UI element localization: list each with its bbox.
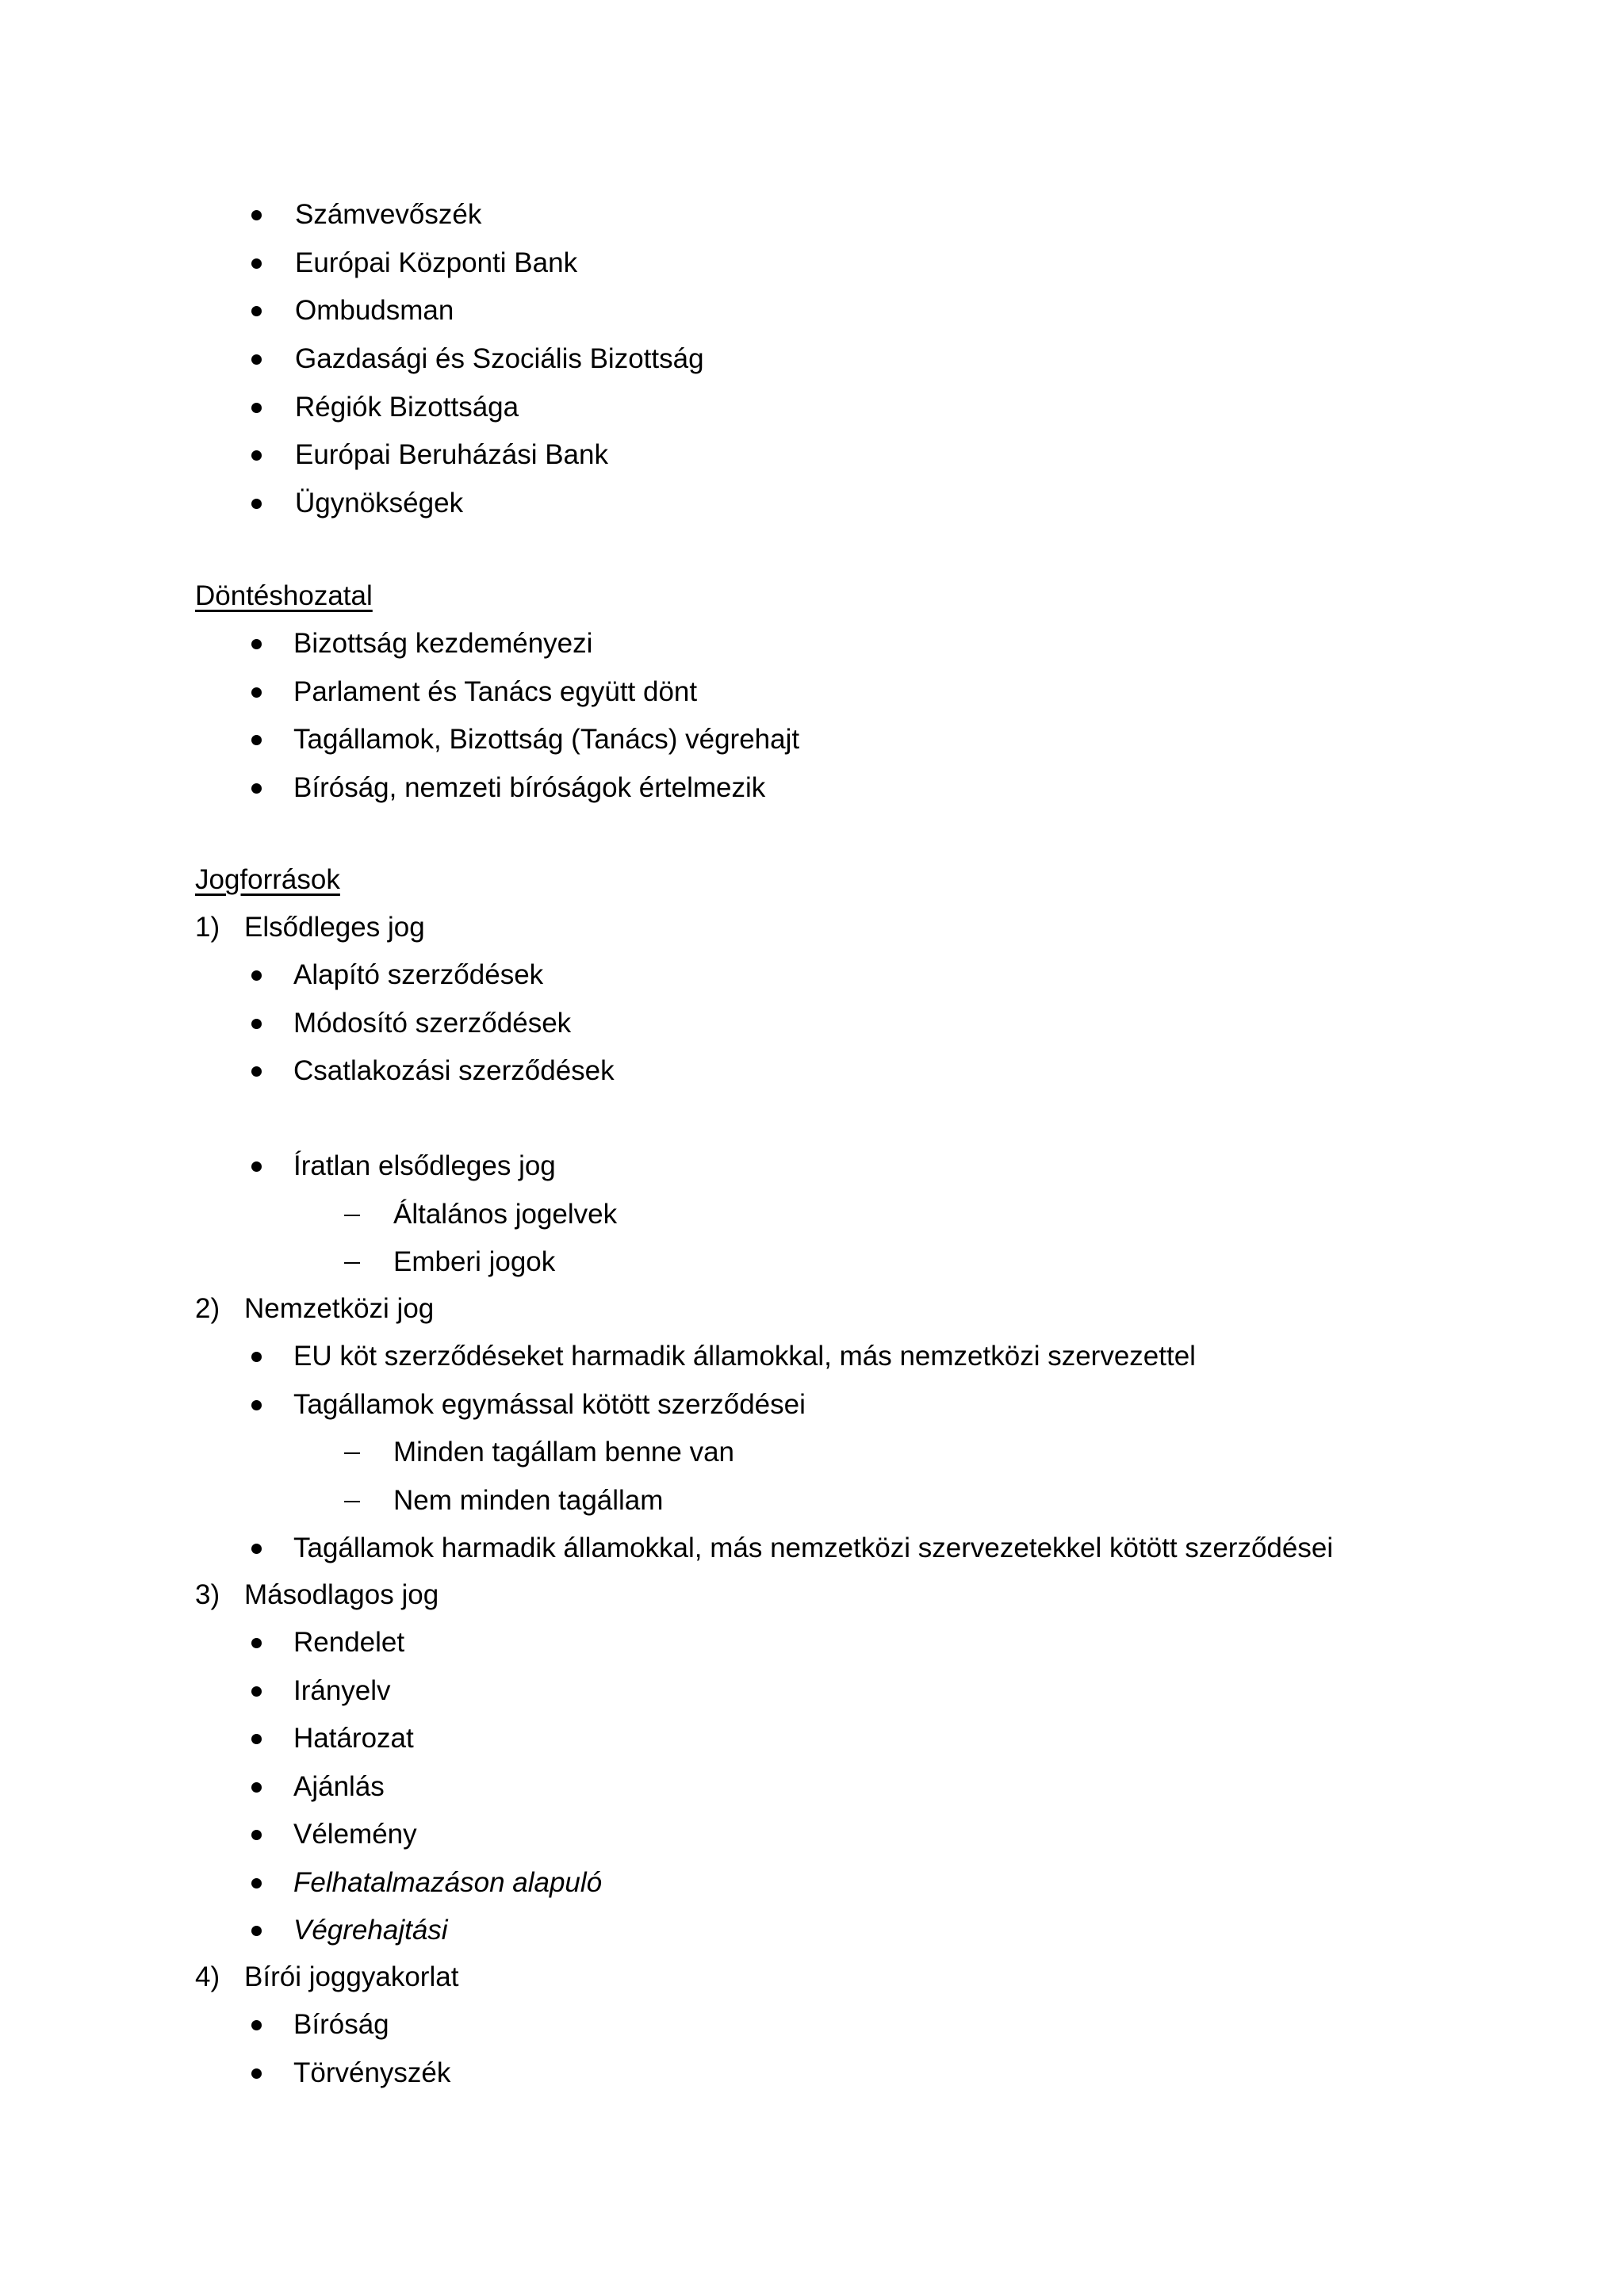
dash-icon (344, 1452, 360, 1454)
bullet-icon (251, 1019, 262, 1029)
list-item (0, 1142, 1624, 1190)
sub-list-item-text: Nem minden tagállam (393, 1485, 664, 1516)
bullet-icon (251, 1734, 262, 1744)
list-item (0, 384, 1624, 431)
list-item (0, 1811, 1624, 1858)
list-item (0, 2001, 1624, 2049)
bullet-icon (251, 970, 262, 981)
list-item-text: Módosító szerződések (293, 1008, 572, 1039)
list-item-text: Tagállamok harmadik államokkal, más nemzetközi szervezetekkel kötött szerződései (293, 1533, 1334, 1563)
list-item (0, 287, 1624, 335)
numbered-item-title: Nemzetközi jog (244, 1293, 435, 1324)
bullet-icon (251, 354, 262, 365)
list-item-text: Ügynökségek (295, 488, 464, 519)
sub-list-item-text: Általános jogelvek (393, 1199, 618, 1230)
list-item (0, 1763, 1624, 1811)
bullet-icon (251, 2068, 262, 2079)
list-item (0, 480, 1624, 527)
sub-list-item-text: Emberi jogok (393, 1246, 556, 1277)
list-item-text: Rendelet (293, 1627, 405, 1658)
list-item-text: Végrehajtási (293, 1915, 448, 1946)
list-item (0, 1381, 1624, 1429)
list-item (0, 668, 1624, 716)
list-item-text: Ajánlás (293, 1771, 385, 1802)
bullet-icon (251, 1878, 262, 1888)
sub-list-item (0, 1477, 1624, 1525)
list-item (0, 1859, 1624, 1907)
list-item (0, 620, 1624, 668)
list-item-text: Számvevőszék (295, 199, 482, 230)
bullet-icon (251, 2020, 262, 2030)
bullet-icon (251, 306, 262, 316)
bullet-icon (251, 1830, 262, 1840)
list-item (0, 239, 1624, 287)
numbered-item (0, 1285, 1624, 1333)
section-heading-sources (0, 856, 1624, 904)
list-item (0, 1047, 1624, 1095)
list-item-text: EU köt szerződéseket harmadik államokkal, más nemzetközi szervezettel (293, 1341, 1196, 1372)
bullet-icon (251, 1926, 262, 1936)
bullet-icon (251, 1066, 262, 1077)
sub-list-item (0, 1191, 1624, 1238)
bullet-icon (251, 639, 262, 649)
sub-list-item (0, 1238, 1624, 1286)
list-item-text: Ombudsman (295, 295, 454, 326)
bullet-icon (251, 1544, 262, 1554)
list-item-text: Tagállamok, Bizottság (Tanács) végrehajt (293, 724, 800, 755)
list-item (0, 764, 1624, 812)
item-number: 3) (195, 1579, 220, 1610)
list-item-text: Európai Beruházási Bank (295, 439, 608, 470)
item-number: 4) (195, 1961, 220, 1992)
section-heading-text: Jogforrások (195, 864, 340, 895)
bullet-icon (251, 499, 262, 509)
bullet-icon (251, 210, 262, 220)
bullet-icon (251, 1782, 262, 1793)
bullet-icon (251, 1352, 262, 1362)
list-item (0, 1667, 1624, 1715)
bullet-icon (251, 450, 262, 461)
bullet-icon (251, 783, 262, 794)
numbered-item (0, 904, 1624, 951)
list-item (0, 1000, 1624, 1047)
list-item-text: Régiók Bizottsága (295, 392, 519, 423)
list-item (0, 951, 1624, 999)
bullet-icon (251, 735, 262, 745)
list-item (0, 431, 1624, 479)
list-item (0, 716, 1624, 763)
sub-list-item (0, 1429, 1624, 1476)
numbered-item-title: Elsődleges jog (244, 912, 425, 943)
list-item-text: Irányelv (293, 1675, 391, 1706)
item-number: 1) (195, 912, 220, 943)
numbered-item-title: Bírói joggyakorlat (244, 1961, 459, 1992)
list-item-text: Bíróság (293, 2009, 389, 2040)
list-item (0, 1907, 1624, 1954)
list-item-text: Európai Központi Bank (295, 247, 578, 278)
list-item-text: Íratlan elsődleges jog (293, 1150, 556, 1181)
list-item (0, 335, 1624, 383)
dash-icon (344, 1215, 360, 1216)
list-item-text: Vélemény (293, 1819, 417, 1850)
list-item-text: Felhatalmazáson alapuló (293, 1867, 603, 1898)
bullet-icon (251, 258, 262, 269)
list-item (0, 1333, 1624, 1380)
list-item (0, 1715, 1624, 1762)
list-item (0, 191, 1624, 239)
list-item-text: Alapító szerződések (293, 959, 544, 990)
dash-icon (344, 1262, 360, 1264)
list-item-text: Csatlakozási szerződések (293, 1055, 615, 1086)
list-item (0, 1525, 1624, 1572)
list-item (0, 1619, 1624, 1667)
list-item-text: Gazdasági és Szociális Bizottság (295, 343, 704, 374)
sub-list-item-text: Minden tagállam benne van (393, 1437, 735, 1468)
list-item-text: Parlament és Tanács együtt dönt (293, 676, 698, 707)
numbered-item (0, 1954, 1624, 2001)
list-item (0, 2049, 1624, 2097)
bullet-icon (251, 1686, 262, 1697)
bullet-icon (251, 1161, 262, 1172)
dash-icon (344, 1501, 360, 1502)
list-item-text: Határozat (293, 1723, 414, 1754)
bullet-icon (251, 687, 262, 698)
numbered-item (0, 1571, 1624, 1619)
bullet-icon (251, 1638, 262, 1648)
numbered-item-title: Másodlagos jog (244, 1579, 439, 1610)
bullet-icon (251, 1400, 262, 1410)
bullet-icon (251, 403, 262, 413)
section-heading-text: Döntéshozatal (195, 580, 373, 611)
list-item-text: Törvényszék (293, 2057, 451, 2088)
list-item-text: Bizottság kezdeményezi (293, 628, 593, 659)
list-item-text: Bíróság, nemzeti bíróságok értelmezik (293, 772, 766, 803)
section-heading-decision (0, 572, 1624, 620)
list-item-text: Tagállamok egymással kötött szerződései (293, 1389, 806, 1420)
item-number: 2) (195, 1293, 220, 1324)
